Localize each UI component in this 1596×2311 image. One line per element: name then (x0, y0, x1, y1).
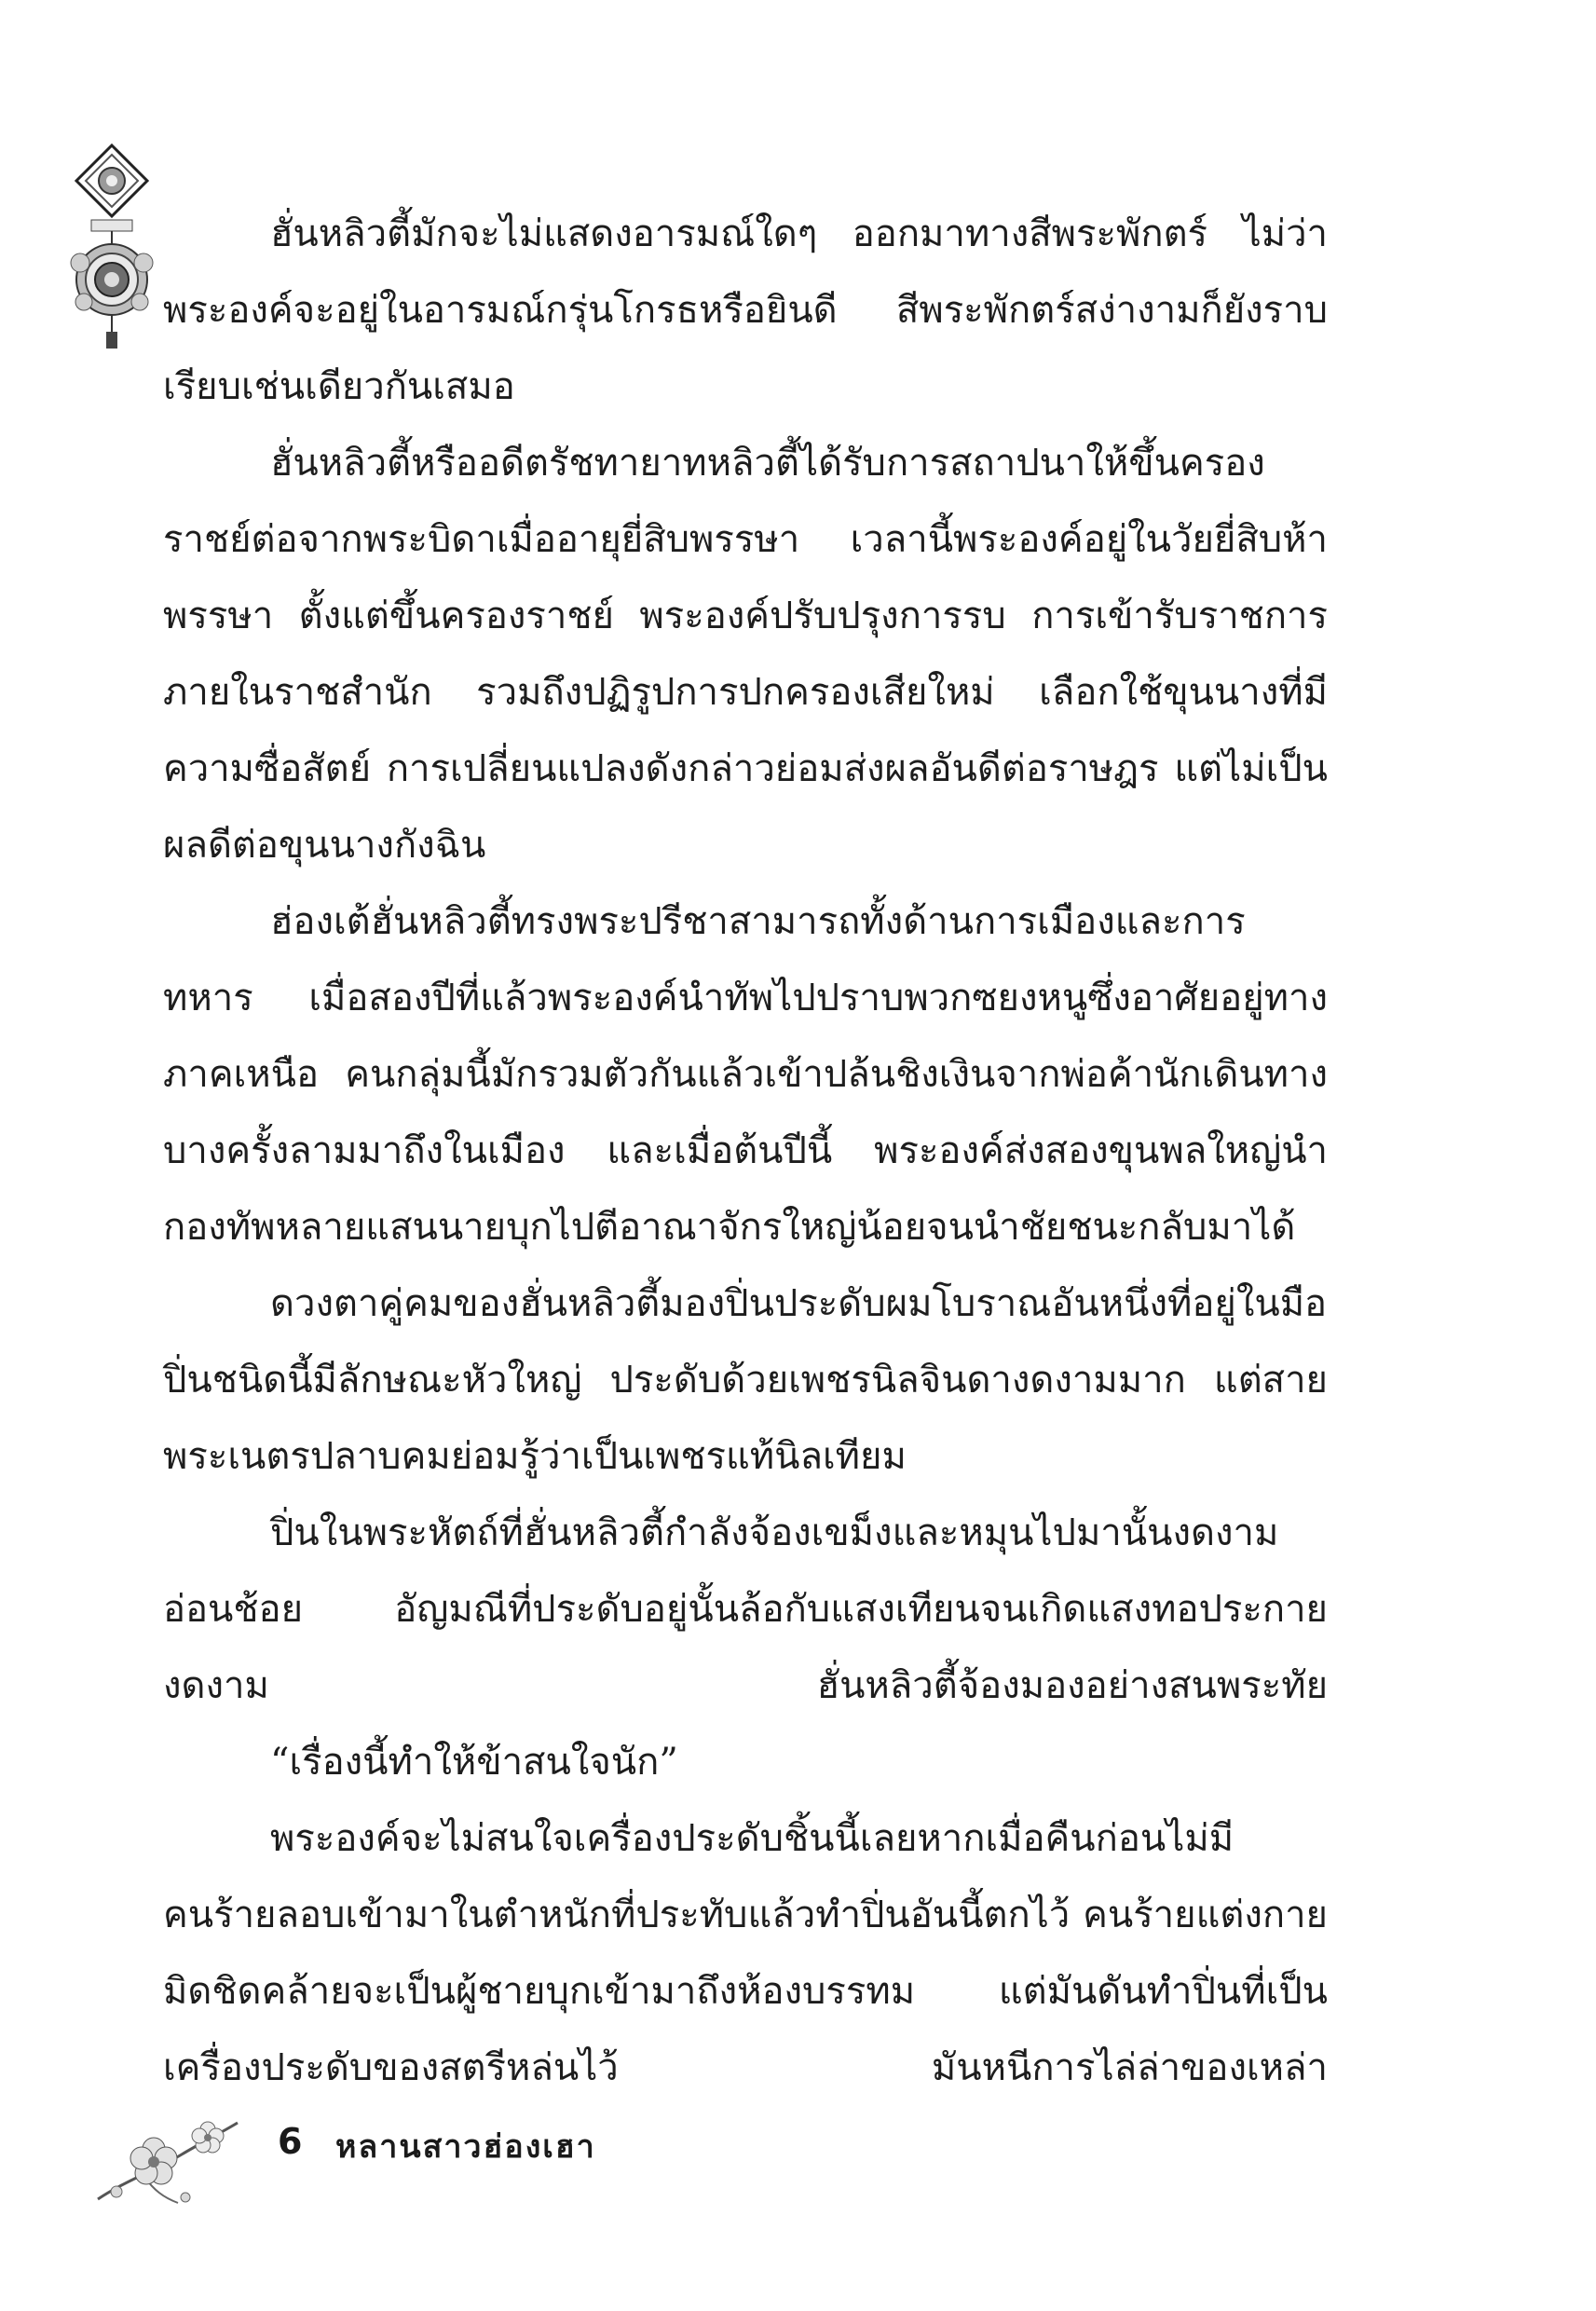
paragraph: ดวงตาคู่คมของฮั่นหลิวตี้มองปิ่นประดับผมโบราณอันหนึ่งที่อยู่ในมือ ปิ่นชนิดนี้มีลักษณะหัวใหญ่ ประดับด้วยเพชรนิลจินดางดงามมาก แต่สายพระเนตรปลาบคมย่อมรู้ว่าเป็นเพชรแท้นิลเทียม (163, 1282, 1328, 1478)
paragraph: ปิ่นในพระหัตถ์ที่ฮั่นหลิวตี้กำลังจ้องเขม็งและหมุนไปมานั้นงดงามอ่อนช้อย อัญมณีที่ประดับอยู่นั้นล้อกับแสงเทียนจนเกิดแสงทอประกายงดงาม ฮั่นหลิวตี้จ้องมองอย่างสนพระทัย (163, 1511, 1328, 1707)
paragraph: ฮ่องเต้ฮั่นหลิวตี้ทรงพระปรีชาสามารถทั้งด้านการเมืองและการทหาร เมื่อสองปีที่แล้วพระองค์นำทัพไปปราบพวกซยงหนูซึ่งอาศัยอยู่ทางภาคเหนือ คนกลุ่มนี้มักรวมตัวกันแล้วเข้าปล้นชิงเงินจากพ่อค้านักเดินทาง บางครั้งลามมาถึงในเมือง และเมื่อต้นปีนี้ พระองค์ส่งสองขุนพลใหญ่นำกองทัพหลายแสนนายบุกไปตีอาณาจักรใหญ่น้อยจนนำชัยชนะกลับมาได้ (163, 900, 1328, 1249)
book-title: หลานสาวฮ่องเฮา (335, 2128, 596, 2166)
page-number: 6 (278, 2121, 303, 2162)
chinese-knot-ornament-icon (56, 140, 168, 354)
plum-blossom-icon (89, 2106, 247, 2218)
paragraph: “เรื่องนี้ทำให้ข้าสนใจนัก” (270, 1741, 678, 1784)
paragraph: ฮั่นหลิวตี้หรืออดีตรัชทายาทหลิวตี้ได้รับการสถาปนาให้ขึ้นครองราชย์ต่อจากพระบิดาเมื่ออายุยี่สิบพรรษา เวลานี้พระองค์อยู่ในวัยยี่สิบห้าพรรษา ตั้งแต่ขึ้นครองราชย์ พระองค์ปรับปรุงการรบ การเข้ารับราชการภายในราชสำนัก รวมถึงปฏิรูปการปกครองเสียใหม่ เลือกใช้ขุนนางที่มีความซื่อสัตย์ การเปลี่ยนแปลงดังกล่าวย่อมส่งผลอันดีต่อราษฎร แต่ไม่เป็นผลดีต่อขุนนางกังฉิน (163, 442, 1328, 867)
body-text (163, 196, 1328, 2106)
paragraph: พระองค์จะไม่สนใจเครื่องประดับชิ้นนี้เลยหากเมื่อคืนก่อนไม่มีคนร้ายลอบเข้ามาในตำหนักที่ประทับแล้วทำปิ่นอันนี้ตกไว้ คนร้ายแต่งกายมิดชิดคล้ายจะเป็นผู้ชายบุกเข้ามาถึงห้องบรรทม แต่มันดันทำปิ่นที่เป็นเครื่องประดับของสตรีหล่นไว้ มันหนีการไล่ล่าของเหล่า (163, 1817, 1328, 2089)
paragraph: ฮั่นหลิวตี้มักจะไม่แสดงอารมณ์ใดๆ ออกมาทางสีพระพักตร์ ไม่ว่าพระองค์จะอยู่ในอารมณ์กรุ่นโกรธหรือยินดี สีพระพักตร์สง่างามก็ยังราบเรียบเช่นเดียวกันเสมอ (163, 212, 1328, 408)
